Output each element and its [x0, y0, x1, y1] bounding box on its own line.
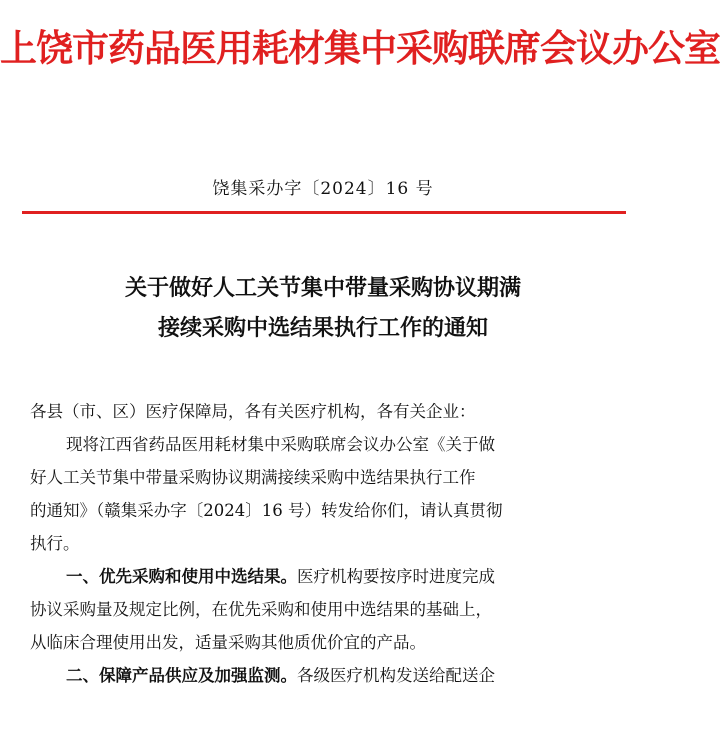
item-1-heading: 一、优先采购和使用中选结果。 — [66, 567, 297, 586]
salutation: 各县（市、区）医疗保障局，各有关医疗机构，各有关企业： — [30, 402, 476, 421]
notice-title-line-1: 关于做好人工关节集中带量采购协议期满 — [124, 275, 521, 301]
item-2-line-1 — [30, 659, 620, 692]
issuing-office-title: 上饶市药品医用耗材集中采购联席会议办公室 — [0, 26, 720, 70]
intro-line-4: 执行。 — [30, 534, 80, 553]
notice-body — [30, 395, 620, 692]
item-2-text: 各级医疗机构发送给配送企 — [297, 666, 495, 685]
item-1-line-2: 协议采购量及规定比例，在优先采购和使用中选结果的基础上， — [30, 600, 492, 619]
item-1-line-1 — [30, 560, 620, 593]
intro-line-3: 的通知》（赣集采办字〔2024〕16 号）转发给你们，请认真贯彻 — [30, 501, 503, 520]
notice-title-line-2: 接续采购中选结果执行工作的通知 — [157, 315, 488, 341]
item-1-line-3: 从临床合理使用出发，适量采购其他质优价宜的产品。 — [30, 633, 426, 652]
item-2-heading: 二、保障产品供应及加强监测。 — [66, 666, 297, 685]
intro-line-2: 好人工关节集中带量采购协议期满接续采购中选结果执行工作 — [30, 468, 476, 487]
intro-line-1: 现将江西省药品医用耗材集中采购联席会议办公室《关于做 — [66, 435, 495, 454]
red-divider-line — [22, 211, 626, 214]
document-number: 饶集采办字〔2024〕16 号 — [212, 179, 434, 199]
item-1-text: 医疗机构要按序时进度完成 — [297, 567, 495, 586]
notice-title — [0, 268, 646, 348]
